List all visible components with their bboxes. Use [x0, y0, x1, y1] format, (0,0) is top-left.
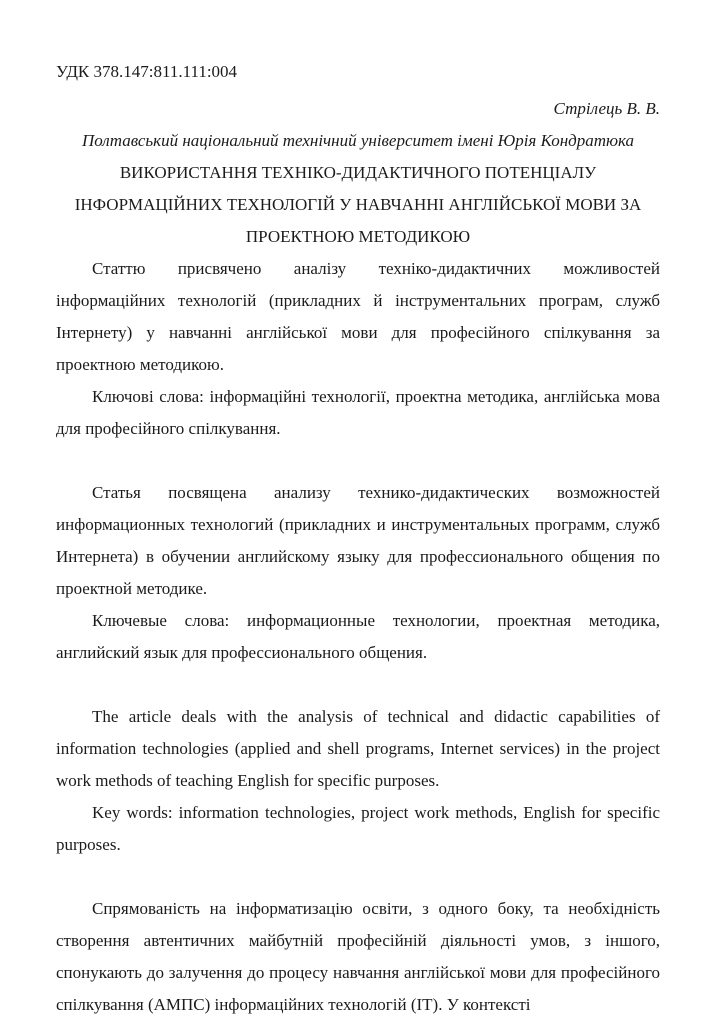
abstract-en: The article deals with the analysis of technical and didactic capabilities of information technologies (applied and shell programs, Internet services) in the project work methods of teaching English for specific purposes.	[56, 707, 660, 790]
abstract-uk: Статтю присвячено аналізу техніко-дидактичних можливостей інформаційних технологій (прикладних й інструментальних програм, служб Інтернету) у навчанні англійської мови для професійного спілкування за проектною методикою.	[56, 259, 660, 374]
abstract-ru: Статья посвящена анализу технико-дидактических возможностей информационных технологий (прикладних и инструментальных программ, служб Интернета) в обучении английскому языку для профессионального общения по проектной методике.	[56, 483, 660, 598]
keywords-en: Key words: information technologies, project work methods, English for specific purposes.	[56, 803, 660, 854]
blank-line	[56, 861, 660, 893]
keywords-ru: Ключевые слова: информационные технологии, проектная методика, английский язык для профессионального общения.	[56, 611, 660, 662]
udc-code: УДК 378.147:811.111:004	[56, 62, 238, 81]
blank-line	[56, 669, 660, 701]
blank-line	[56, 445, 660, 477]
article-title: ВИКОРИСТАННЯ ТЕХНІКО-ДИДАКТИЧНОГО ПОТЕНЦІАЛУ ІНФОРМАЦІЙНИХ ТЕХНОЛОГІЙ У НАВЧАННІ АНГЛІЙСЬКОЇ МОВИ ЗА ПРОЕКТНОЮ МЕТОДИКОЮ	[74, 163, 642, 246]
author-name: Стрілець В. В.	[553, 99, 660, 118]
body-paragraph-1: Спрямованість на інформатизацію освіти, з одного боку, та необхідність створення автентичних майбутній професійній діяльності умов, з іншого, спонукають до залучення до процесу навчання англійської мови для професійного спілкування (АМПС) інформаційних технологій (ІТ). У контексті	[56, 899, 660, 1014]
affiliation: Полтавський національний технічний університет імені Юрія Кондратюка	[81, 131, 635, 150]
keywords-uk: Ключові слова: інформаційні технології, проектна методика, англійська мова для професійного спілкування.	[56, 387, 660, 438]
